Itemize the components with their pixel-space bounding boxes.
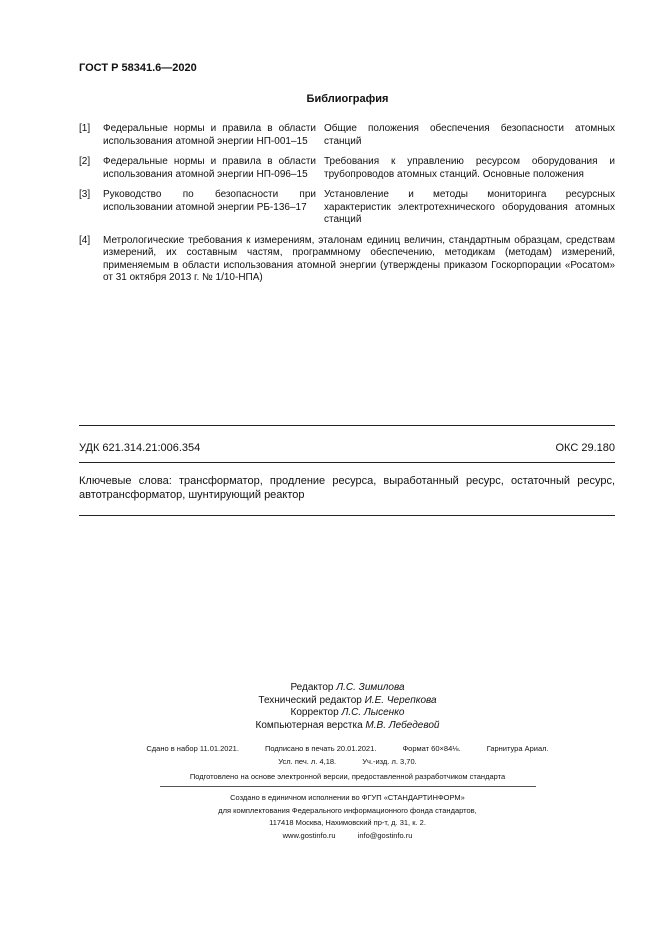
bibliography-item-number: [4] xyxy=(79,234,91,246)
bibliography-list xyxy=(79,123,615,293)
imprint-publication-sheets: Уч.-изд. л. 3,70. xyxy=(362,757,417,766)
document-code: ГОСТ Р 58341.6—2020 xyxy=(79,62,197,74)
publisher-line: Создано в единичном исполнении во ФГУП «СТАНДАРТИНФОРМ» xyxy=(230,793,465,802)
staff-layout: Компьютерная верстка М.В. Лебедевой xyxy=(255,719,440,731)
bibliography-item-document: Федеральные нормы и правила в области использования атомной энергии НП-096–15 xyxy=(103,156,316,180)
divider xyxy=(79,425,615,426)
publisher-website-link[interactable]: www.gostinfo.ru xyxy=(282,830,336,840)
bibliography-item-text: Метрологические требования к измерениям, эталонам единиц величин, стандартным образцам, средствам измерений, их составным частям, программному обеспечению, методикам (методам) измерений, применяемым в области использования атомной энергии (утверждены приказом Госкорпорации «Росатом» от 31 октября 2013 г. № 1/10-НПА) xyxy=(103,234,615,283)
keywords: Ключевые слова: трансформатор, продление ресурса, выработанный ресурс, остаточный ресурс, автотрансформатор, шунтирующий реактор xyxy=(79,475,615,501)
bibliography-item xyxy=(79,156,615,181)
divider xyxy=(79,462,615,463)
bibliography-item xyxy=(79,235,615,285)
imprint-font: Гарнитура Ариал. xyxy=(486,744,549,753)
bibliography-item-number: [1] xyxy=(79,123,91,134)
publisher-address: 117418 Москва, Нахимовский пр-т, д. 31, к. 2. xyxy=(269,818,426,827)
udk-code: УДК 621.314.21:006.354 xyxy=(79,442,201,454)
bibliography-item xyxy=(79,189,615,227)
print-imprint xyxy=(0,742,661,768)
bibliography-title: Библиография xyxy=(306,93,389,105)
bibliography-item-description: Общие положения обеспечения безопасности атомных станций xyxy=(324,123,615,147)
editorial-staff xyxy=(0,682,661,732)
divider xyxy=(160,786,536,787)
publisher-line: для комплектования Федерального информационного фонда стандартов, xyxy=(218,805,477,815)
bibliography-item-document: Руководство по безопасности при использовании атомной энергии РБ-136–17 xyxy=(103,189,316,213)
imprint-print-sheets: Усл. печ. л. 4,18. xyxy=(278,757,337,766)
divider xyxy=(79,515,615,516)
publisher-email-link[interactable]: info@gostinfo.ru xyxy=(357,830,413,840)
oks-code: ОКС 29.180 xyxy=(555,442,615,454)
staff-technical-editor: Технический редактор И.Е. Черепкова xyxy=(258,694,437,706)
bibliography-item-description: Установление и методы мониторинга ресурсных характеристик электротехнического оборудования атомных станций xyxy=(324,189,615,225)
bibliography-item xyxy=(79,123,615,148)
publisher-info xyxy=(0,792,661,842)
bibliography-item-document: Федеральные нормы и правила в области использования атомной энергии НП-001–15 xyxy=(103,123,316,147)
prepared-note: Подготовлено на основе электронной версии, предоставленной разработчиком стандарта xyxy=(189,772,506,781)
bibliography-item-description: Требования к управлению ресурсом оборудования и трубопроводов атомных станций. Основные положения xyxy=(324,156,615,180)
bibliography-item-number: [3] xyxy=(79,189,91,200)
imprint-typeset: Сдано в набор 11.01.2021. xyxy=(146,744,239,753)
imprint-format: Формат 60×84⅛. xyxy=(402,744,461,753)
bibliography-item-number: [2] xyxy=(79,156,91,167)
imprint-signed: Подписано в печать 20.01.2021. xyxy=(265,744,377,753)
staff-editor: Редактор Л.С. Зимилова xyxy=(290,682,405,693)
staff-proofreader: Корректор Л.С. Лысенко xyxy=(290,707,405,718)
